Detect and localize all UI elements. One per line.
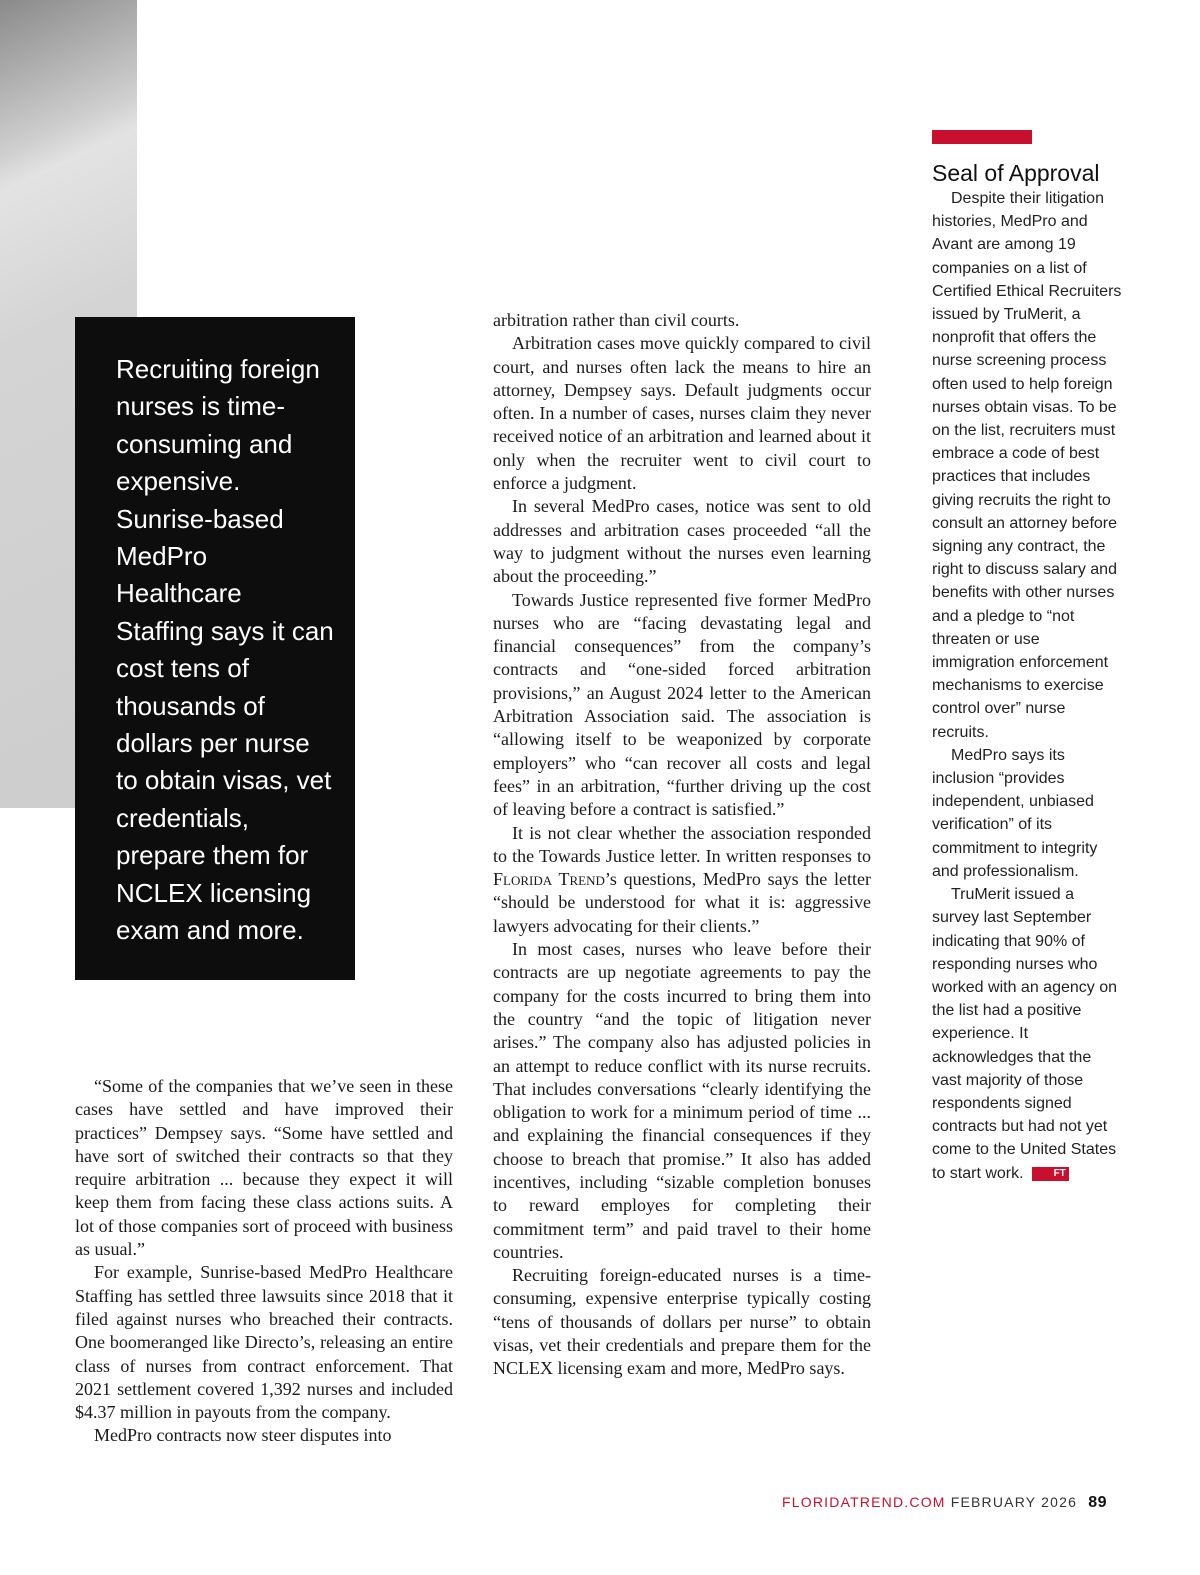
sidebar-text: TruMerit issued a survey last September indicating that 90% of responding nurses who worked with an agency on the list had a positive experience. It acknowledges that the vast majority of those respondents signed contracts but had not yet come to the United States to start work. [932, 886, 1117, 1182]
body-paragraph: MedPro contracts now steer disputes into [94, 1425, 392, 1446]
body-paragraph: arbitration rather than civil courts. [493, 310, 740, 330]
footer-site: FLORIDATREND.COM [782, 1494, 946, 1510]
page-number: 89 [1088, 1494, 1107, 1511]
pull-quote-text: Recruiting foreign nurses is time-consuming and expensive. Sunrise-based MedPro Healthcare Staffing says it can cost tens of thousands of dollars per nurse to obtain visas, vet credentials, prepare them for NCLEX licensing exam and more. [116, 354, 334, 946]
article-column-1 [75, 1075, 453, 1448]
sidebar-paragraph: Despite their litigation histories, MedPro and Avant are among 19 companies on a list of Certified Ethical Recruiters issued by TruMerit, a nonprofit that offers the nurse screening process often used to help foreign nurses obtain visas. To be on the list, recruiters must embrace a code of best practices that includes giving recruits the right to consult an attorney before signing any contract, the right to discuss salary and benefits with other nurses and a pledge to “not threaten or use immigration enforcement mechanisms to exercise control over” nurse recruits. [932, 190, 1122, 741]
pull-quote-box [75, 317, 355, 980]
sidebar-accent-rule [932, 130, 1032, 144]
body-paragraph: In most cases, nurses who leave before their contracts are up negotiate agreements to pay the company for the costs incurred to bring them into the country “and the topic of litigation never arises.” The company also has adjusted policies in an attempt to reduce conflict with its nurse recruits. That includes conversations “clearly identifying the obligation to work for a minimum period of time ... and explaining the financial consequences if they choose to breach that promise.” It also has added incentives, including “sizable completion bonuses to reward employes for completing their commitment term” and paid travel to their home countries. [493, 939, 871, 1262]
publication-name: Florida Trend [493, 869, 605, 890]
body-paragraph: Towards Justice represented five former MedPro nurses who are “facing devastating legal and financial consequences” from the company’s contracts and “one-sided forced arbitration provisions,” an August 2024 letter to the American Arbitration Association said. The association is “allowing itself to be weaponized by corporate employers” who “can recover all costs and legal fees” in an arbitration, “further driving up the cost of leaving before a contract is satisfied.” [493, 589, 871, 820]
page-footer [782, 1494, 1107, 1512]
footer-issue: FEBRUARY 2026 [950, 1494, 1078, 1510]
sidebar [932, 130, 1122, 1185]
ft-end-mark-icon: FT [1032, 1167, 1069, 1181]
body-text: It is not clear whether the association responded to the Towards Justice letter. In written responses to [493, 822, 871, 866]
sidebar-title: Seal of Approval [932, 160, 1100, 186]
body-paragraph: For example, Sunrise-based MedPro Healthcare Staffing has settled three lawsuits since 2018 that it filed against nurses who breached their contracts. One boomeranged like Directo’s, releasing an entire class of nurses from contract enforcement. That 2021 settlement covered 1,392 nurses and included $4.37 million in payouts from the company. [75, 1262, 453, 1423]
body-paragraph: “Some of the companies that we’ve seen in these cases have settled and have improved their practices” Dempsey says. “Some have settled and have sort of switched their contracts so that they require arbitration ... because they expect it will keep them from facing these class actions suits. A lot of those companies sort of proceed with business as usual.” [75, 1076, 453, 1260]
body-paragraph: Recruiting foreign-educated nurses is a time-consuming, expensive enterprise typically costing “tens of thousands of dollars per nurse” to obtain visas, vet their credentials and prepare them for the NCLEX licensing exam and more, MedPro says. [493, 1265, 871, 1379]
sidebar-paragraph: MedPro says its inclusion “provides independent, unbiased verification” of its commitment to integrity and professionalism. [932, 746, 1098, 880]
body-paragraph [493, 822, 871, 938]
article-column-2 [493, 309, 871, 1381]
sidebar-body [932, 187, 1122, 1185]
body-text: ’s questions, MedPro says the letter “should be understood for what it is: aggressive lawyers advocating for their clients.” [493, 869, 871, 936]
sidebar-paragraph [932, 883, 1122, 1185]
body-paragraph: In several MedPro cases, notice was sent to old addresses and arbitration cases proceeded “all the way to judgment without the nurses even learning about the proceeding.” [493, 496, 871, 587]
body-paragraph: Arbitration cases move quickly compared to civil court, and nurses often lack the means to hire an attorney, Dempsey says. Default judgments occur often. In a number of cases, nurses claim they never received notice of an arbitration and learned about it only when the recruiter went to civil court to enforce a judgment. [493, 333, 871, 494]
